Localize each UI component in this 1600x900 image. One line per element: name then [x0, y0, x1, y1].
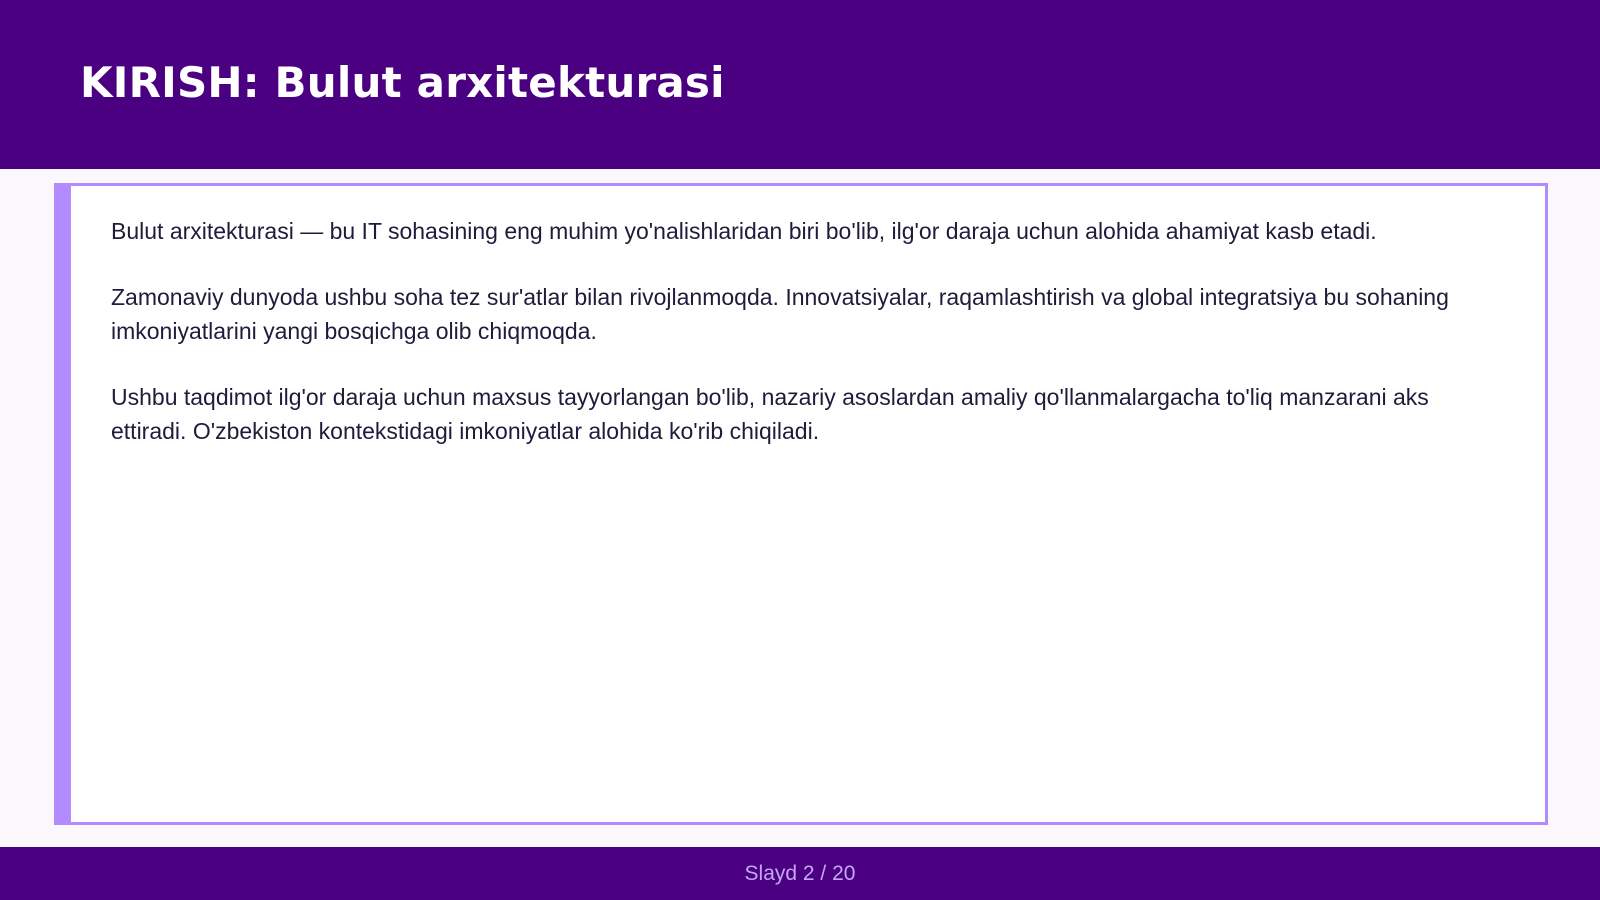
slide-header [0, 0, 1600, 169]
slide-title: KIRISH: Bulut arxitekturasi [80, 58, 725, 107]
paragraph-2: Zamonaviy dunyoda ushbu soha tez sur'atlar bilan rivojlanmoqda. Innovatsiyalar, raqamlashtirish va global integratsiya bu sohaning imkoniyatlarini yangi bosqichga olib chiqmoqda. [111, 284, 1449, 344]
paragraph-3: Ushbu taqdimot ilg'or daraja uchun maxsus tayyorlangan bo'lib, nazariy asoslardan amaliy qo'llanmalargacha to'liq manzarani aks ettiradi. O'zbekiston kontekstidagi imkoniyatlar alohida ko'rib chiqiladi. [111, 384, 1429, 444]
slide-counter: Slayd 2 / 20 [744, 861, 856, 885]
slide-footer [0, 847, 1600, 900]
paragraph-1: Bulut arxitekturasi — bu IT sohasining eng muhim yo'nalishlaridan biri bo'lib, ilg'or daraja uchun alohida ahamiyat kasb etadi. [111, 218, 1377, 244]
content-body [111, 214, 1501, 480]
content-card [54, 183, 1548, 825]
